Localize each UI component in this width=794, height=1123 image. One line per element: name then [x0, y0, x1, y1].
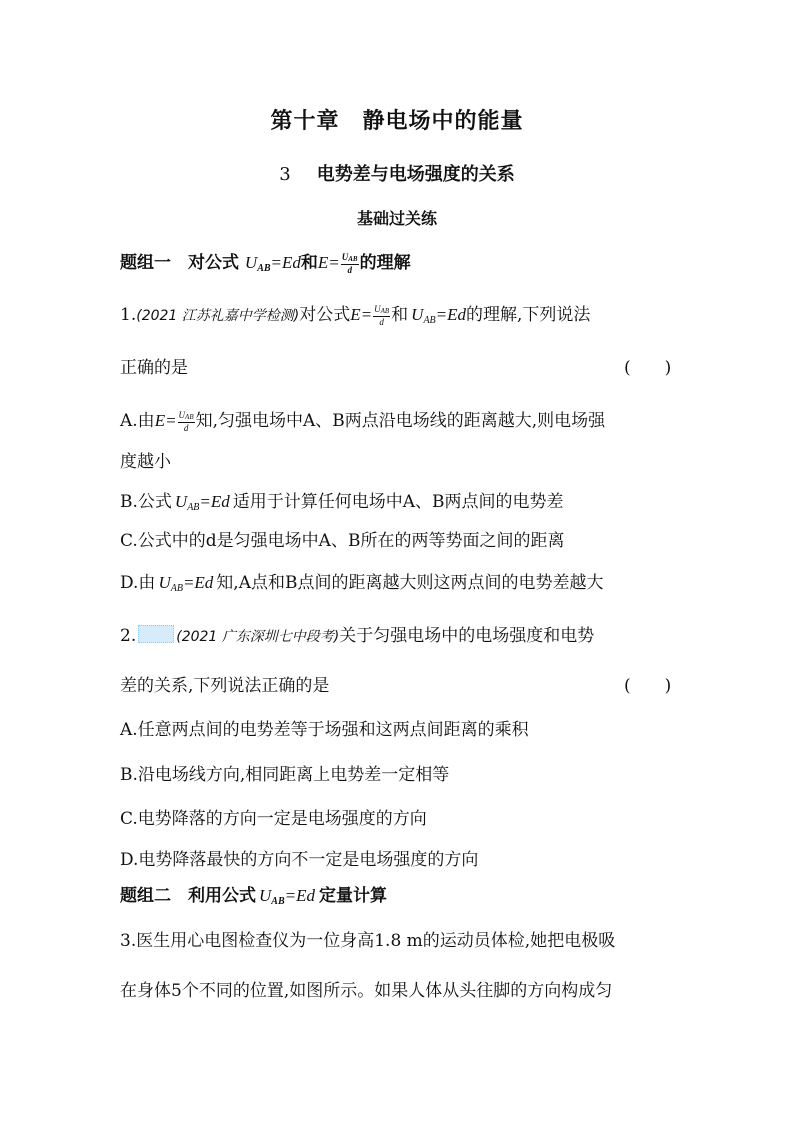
- q1-stem-line1: 1.(2021 江苏礼嘉中学检测)对公式E= $\frac{\text{UAB}}{d}$ 和 $U_{AB}=Ed$的理解,下列说法: [120, 304, 591, 327]
- subsection-title: 基础过关练: [356, 209, 437, 228]
- q3-stem-line1: 3.医生用心电图检查仪为一位身高1.8 m的运动员体检,她把电极吸: [120, 931, 616, 951]
- q1-option-a[interactable]: A.由E= $\frac{\text{UAB}}{d}$ 知,匀强电场中A、B两点沿电场线的距离越大,则电场强: [120, 410, 606, 433]
- q3-stem-line2: 在身体5个不同的位置,如图所示。如果人体从头往脚的方向构成匀: [120, 981, 613, 1001]
- fraction-u-over-d: $\frac{\text{UAB}}{d}$: [178, 410, 194, 433]
- q1-option-a-line2: 度越小: [120, 452, 171, 472]
- fraction-u-over-d: $\frac{\text{UAB}}{d}$: [341, 252, 358, 275]
- q2-option-a[interactable]: A.任意两点间的电势差等于场强和这两点间距离的乘积: [120, 720, 529, 740]
- difficulty-badge: [138, 625, 174, 643]
- q1-option-b[interactable]: B.公式 $U_{AB}=Ed$ 适用于计算任何电场中A、B两点间的电势差: [120, 492, 564, 513]
- q2-answer-blank[interactable]: ( ): [624, 676, 672, 696]
- q1-option-d[interactable]: D.由 $U_{AB}=Ed$ 知,A点和B点间的距离越大则这两点间的电势差越大: [120, 573, 604, 594]
- q2-source: (2021 广东深圳七中段考): [176, 629, 340, 645]
- section-heading: [0, 160, 794, 186]
- q1-option-c[interactable]: C.公式中的d是匀强电场中A、B所在的两等势面之间的距离: [120, 531, 565, 551]
- q2-stem-line2: 差的关系,下列说法正确的是: [120, 676, 330, 696]
- fraction-u-over-d: $\frac{\text{UAB}}{d}$: [374, 304, 390, 327]
- q2-stem-line1: 2. (2021 广东深圳七中段考)关于匀强电场中的电场强度和电势: [120, 626, 595, 646]
- q1-stem-line2: 正确的是: [120, 358, 188, 378]
- group1-heading: 题组一 对公式 $U_{AB}=Ed$和E= $\frac{\text{UAB}}{d}$ 的理解: [120, 252, 411, 275]
- group2-heading: 题组二 利用公式 $U_{AB}=Ed$ 定量计算: [120, 886, 387, 907]
- q2-option-b[interactable]: B.沿电场线方向,相同距离上电势差一定相等: [120, 765, 450, 785]
- q2-option-c[interactable]: C.电势降落的方向一定是电场强度的方向: [120, 809, 427, 829]
- q1-answer-blank[interactable]: ( ): [624, 358, 672, 378]
- section-number: 3: [279, 164, 291, 185]
- section-title: 电势差与电场强度的关系: [316, 164, 515, 185]
- q2-option-d[interactable]: D.电势降落最快的方向不一定是电场强度的方向: [120, 850, 479, 870]
- chapter-title: 第十章 静电场中的能量: [270, 108, 524, 134]
- q1-source: (2021 江苏礼嘉中学检测): [136, 308, 300, 324]
